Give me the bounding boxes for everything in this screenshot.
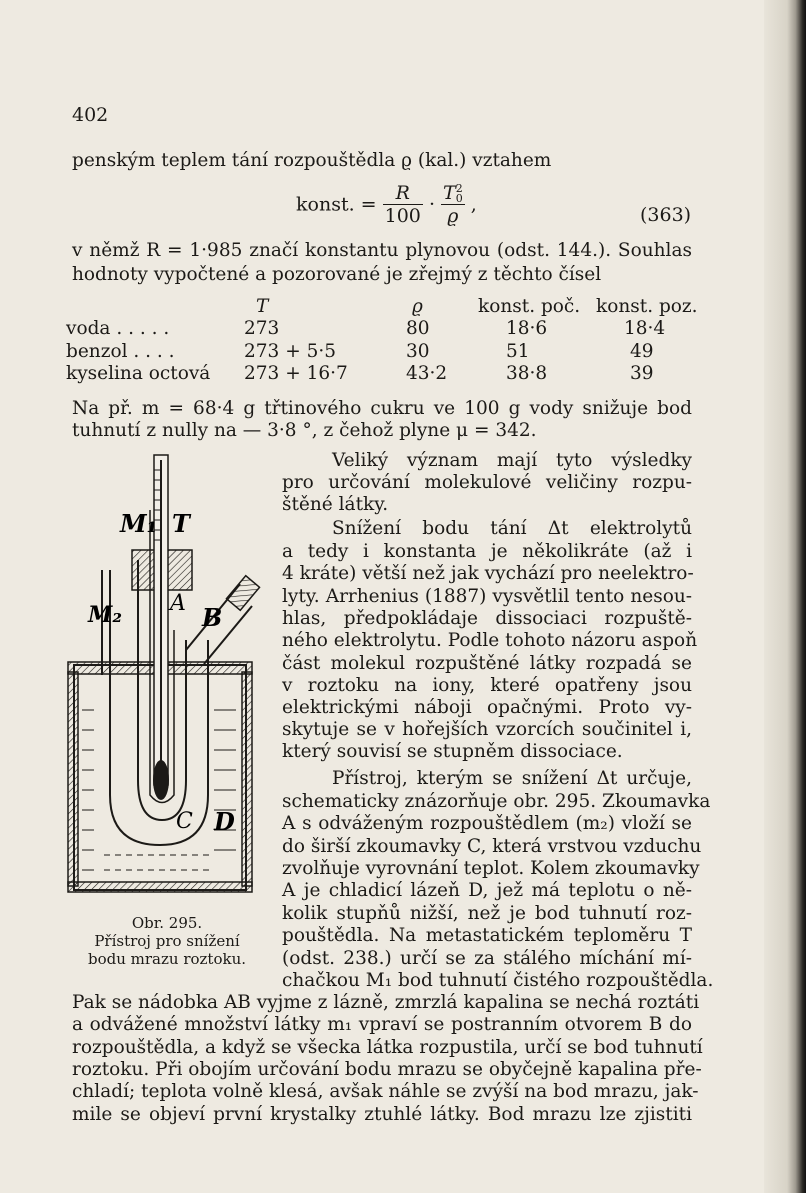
right-line: do širší zkoumavky C, která vrstvou vzduchu xyxy=(282,836,702,857)
table-row-name: kyselina octová xyxy=(66,363,211,384)
label-t: T xyxy=(172,509,190,538)
table-header-rho: ϱ xyxy=(412,296,423,317)
table-row-name: benzol . . . . xyxy=(66,341,175,362)
para2-line-2: tuhnutí z nully na — 3·8 °, z čehož plyne μ = 342. xyxy=(72,420,537,441)
label-c: C xyxy=(176,809,193,834)
formula-comma: , xyxy=(470,193,477,216)
right-line: A s odváženým rozpouštědlem (m₂) vloží se xyxy=(282,813,692,834)
formula-fraction-t xyxy=(441,182,465,227)
right-line: štěné látky. xyxy=(282,494,389,515)
table-row-calc: 38·8 xyxy=(506,363,548,384)
formula-t: T xyxy=(443,182,456,204)
page-number: 402 xyxy=(72,104,109,126)
table-row-rho: 30 xyxy=(406,341,430,362)
right-line: (odst. 238.) určí se za stálého míchání mí- xyxy=(282,948,692,969)
right-line: kolik stupňů nižší, než je bod tuhnutí roz- xyxy=(282,903,692,924)
bottom-line: roztoku. Při obojím určování bodu mrazu se obyčejně kapalina pře- xyxy=(72,1059,702,1080)
para1-line-2: hodnoty vypočtené a pozorované je zřejmý z těchto čísel xyxy=(72,264,602,285)
right-line: lyty. Arrhenius (1887) vysvětlil tento nesou- xyxy=(282,586,692,607)
table-row-obs: 49 xyxy=(630,341,654,362)
right-line: schematicky znázorňuje obr. 295. Zkoumavka xyxy=(282,791,711,812)
thermometer-t xyxy=(153,455,169,800)
right-line: chačkou M₁ bod tuhnutí čistého rozpouštědla. xyxy=(282,970,714,991)
right-line: a tedy i konstanta je několikráte (až i xyxy=(282,541,692,562)
table-header-t: T xyxy=(256,296,269,317)
table-row-t: 273 + 5·5 xyxy=(244,341,336,362)
formula-t-sup: 2 xyxy=(455,182,463,195)
bottom-line: rozpouštědla, a když se všecka látka rozpustila, určí se bod tuhnutí xyxy=(72,1037,703,1058)
figure-caption-title: Obr. 295. xyxy=(131,914,203,932)
label-a: A xyxy=(170,591,186,616)
right-line: v roztoku na iony, které opatřeny jsou xyxy=(282,675,692,696)
formula-dot: · xyxy=(428,193,435,216)
formula-number: (363) xyxy=(640,204,692,226)
table-row-rho: 43·2 xyxy=(406,363,448,384)
table-row-calc: 18·6 xyxy=(506,318,548,339)
table-row-name: voda . . . . . xyxy=(66,318,170,339)
right-line: Veliký význam mají tyto výsledky xyxy=(332,450,692,471)
label-m2: M₂ xyxy=(88,602,122,628)
right-line: ného elektrolytu. Podle tohoto názoru aspoň xyxy=(282,630,698,651)
right-line: elektrickými náboji opačnými. Proto vy- xyxy=(282,697,692,718)
bottom-line: chladí; teplota volně klesá, avšak náhle se zvýší na bod mrazu, jak- xyxy=(72,1081,699,1102)
figure-caption-line: bodu mrazu roztoku. xyxy=(87,950,246,968)
para1-line-1: v němž R = 1·985 značí konstantu plynovou (odst. 144.). Souhlas xyxy=(72,240,692,261)
bottom-line: mile se objeví první krystalky ztuhlé látky. Bod mrazu lze zjistiti xyxy=(72,1104,692,1125)
right-line: Snížení bodu tání Δt elektrolytů xyxy=(332,518,692,539)
table-row-rho: 80 xyxy=(406,318,430,339)
page-edge-shadow xyxy=(764,0,806,1193)
formula-363 xyxy=(296,182,477,227)
figure-295 xyxy=(64,450,274,905)
right-line: který souvisí se stupněm dissociace. xyxy=(282,741,623,762)
intro-line: penským teplem tání rozpouštědla ϱ (kal.) vztahem xyxy=(72,150,552,171)
label-b: B xyxy=(202,603,223,632)
label-d: D xyxy=(214,807,235,836)
formula-r: R xyxy=(383,182,423,205)
formula-hundred: 100 xyxy=(384,205,421,227)
right-line: hlas, předpokládaje dissociaci rozpuště- xyxy=(282,608,692,629)
formula-prefix: konst. = xyxy=(296,193,377,216)
table-row-t: 273 + 16·7 xyxy=(244,363,348,384)
table-row-obs: 39 xyxy=(630,363,654,384)
table-row-obs: 18·4 xyxy=(624,318,666,339)
table-row-t: 273 xyxy=(244,318,280,339)
para2-line-1: Na př. m = 68·4 g třtinového cukru ve 100 g vody snižuje bod xyxy=(72,398,692,419)
right-line: skytuje se v hořejších vzorcích součinitel i, xyxy=(282,719,692,740)
right-line: pouštědla. Na metastatickém teploměru T xyxy=(282,925,692,946)
table-header-calc: konst. poč. xyxy=(478,296,581,317)
figure-caption-line: Přístroj pro snížení xyxy=(94,932,240,950)
bottom-line: Pak se nádobka AB vyjme z lázně, zmrzlá kapalina se nechá roztáti xyxy=(72,992,700,1013)
right-line: A je chladicí lázeň D, jež má teplotu o ně- xyxy=(282,880,692,901)
formula-rho: ϱ xyxy=(447,205,459,227)
label-m1: M₁ xyxy=(120,509,158,538)
right-line: zvolňuje vyrovnání teplot. Kolem zkoumavky xyxy=(282,858,700,879)
side-arm-stopper xyxy=(226,576,259,611)
right-line: 4 kráte) větší než jak vychází pro neelektro- xyxy=(282,563,694,584)
right-line: pro určování molekulové veličiny rozpu- xyxy=(282,472,692,493)
table-header-obs: konst. poz. xyxy=(596,296,698,317)
table-row-calc: 51 xyxy=(506,341,530,362)
right-line: část molekul rozpuštěné látky rozpadá se xyxy=(282,653,692,674)
right-line: Přístroj, kterým se snížení Δt určuje, xyxy=(332,768,692,789)
bottom-line: a odvážené množství látky m₁ vpraví se postranním otvorem B do xyxy=(72,1014,692,1035)
formula-t-sub: 0 xyxy=(455,192,463,205)
formula-fraction-r xyxy=(383,182,423,227)
